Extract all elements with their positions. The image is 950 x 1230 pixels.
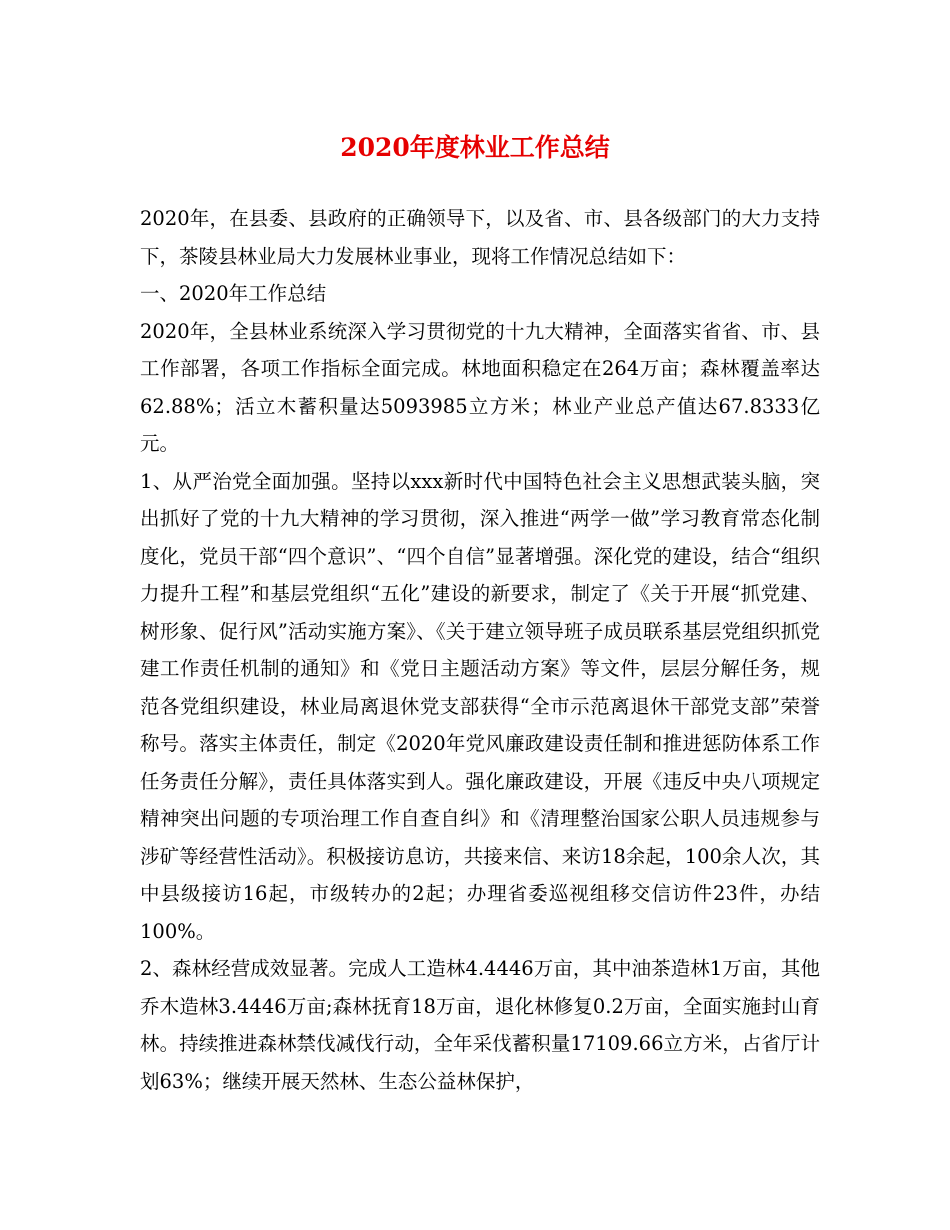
summary-paragraph: 2020年，全县林业系统深入学习贯彻党的十九大精神，全面落实省省、市、县工作部署，各项工作指标全面完成。林地面积稳定在264万亩；森林覆盖率达62.88%；活立木蓄积量达5093985立方米；林业产业总产值达67.8333亿元。 [140,319,820,455]
item-forest-management: 2、森林经营成效显著。完成人工造林4.4446万亩，其中油茶造林1万亩，其他乔木造林3.4446万亩;森林抚育18万亩，退化林修复0.2万亩，全面实施封山育林。持续推进森林禁伐减伐行动，全年采伐蓄积量17109.66立方米，占省厅计划63%；继续开展天然林、生态公益林保护， [140,957,820,1093]
item-party-building: 1、从严治党全面加强。坚持以xxx新时代中国特色社会主义思想武装头脑，突出抓好了党的十九大精神的学习贯彻，深入推进“两学一做”学习教育常态化制度化，党员干部“四个意识”、“四个自信”显著增强。深化党的建设，结合“组织力提升工程”和基层党组织“五化”建设的新要求，制定了《关于开展“抓党建、树形象、促行风”活动实施方案》、《关于建立领导班子成员联系基层党组织抓党建工作责任机制的通知》和《党日主题活动方案》等文件，层层分解任务，规范各党组织建设，林业局离退休党支部获得“全市示范离退休干部党支部”荣誉称号。落实主体责任，制定《2020年党风廉政建设责任制和推进惩防体系工作任务责任分解》，责任具体落实到人。强化廉政建设，开展《违反中央八项规定精神突出问题的专项治理工作自查自纠》和《清理整治国家公职人员违规参与涉矿等经营性活动》。积极接访息访，共接来信、来访18余起，100余人次，其中县级接访16起，市级转办的2起；办理省委巡视组移交信访件23件，办结100%。 [140,469,820,943]
document-title: 2020年度林业工作总结 [340,133,610,162]
section-heading: 一、2020年工作总结 [140,282,327,305]
intro-paragraph: 2020年，在县委、县政府的正确领导下，以及省、市、县各级部门的大力支持下，茶陵县林业局大力发展林业事业，现将工作情况总结如下： [140,207,820,268]
document-body [140,200,820,1100]
